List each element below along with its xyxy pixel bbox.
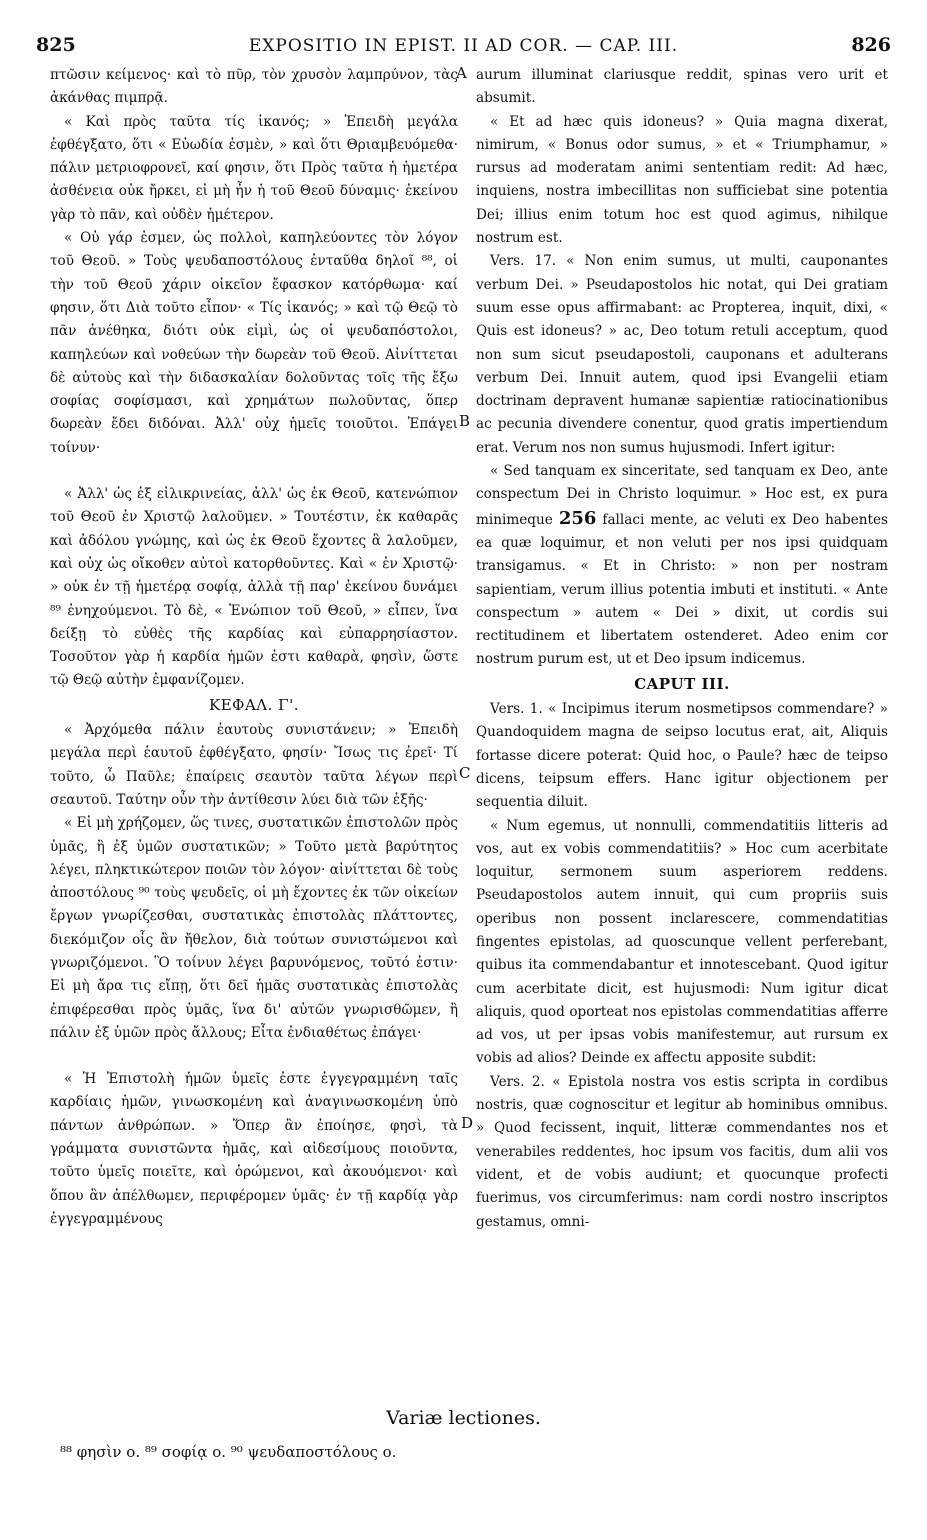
column-number: 256 [558, 507, 597, 529]
right-page-number: 826 [851, 34, 891, 56]
greek-column [50, 64, 458, 1231]
latin-paragraph: « Num egemus, ut nonnulli, commendatitiis litteris ad vos, aut ex vobis commendatitiis? » Hoc cum acerbitate loquitur, sermonem suum asperiorem reddens. Pseudapostolos autem innuit, qui cum propriis suis operibus non possent inclarescere, commendatitias fingentes epistolas, ad quoscunque vellent perferebant, quibus ita commendabantur et innotescebant. Quod igitur cum acerbitate dicit, est hujusmodi: Num igitur dicat aliquis, quod oporteat nos epistolas commendatitias afferre ad vos, ut per ipsas vobis manifestemur, aut rursum ex vobis ad alios? Deinde ex affectu apposite subdit: [476, 817, 888, 1067]
latin-paragraph: Vers. 17. « Non enim sumus, ut multi, cauponantes verbum Dei. » Pseudapostolos hic notat, qui Dei gratiam suum esse opus affirmabant: ac Propterea, inquit, dixi, « Quis est idoneus? » ac, Deo totum retuli acceptum, quod non sum sicut pseudapostoli, cauponans et adulterans verbum Dei. Innuit autem, quod ipsi Evangelii etiam doctrinam depravent humanæ sapientiæ ratiocinationibus ac pecunia divendere conentur, quod gratis impertiendum erat. Verum nos non sumus hujusmodi. Infert igitur: [476, 253, 888, 456]
latin-paragraph: Vers. 2. « Epistola nostra vos estis scripta in cordibus nostris, quæ cognoscitur et legitur ab hominibus omnibus. » Quod fecissent, inquit, litteræ commendantes nos et venerabiles reddentes, hoc ipsum vos facitis, dum alii vos vident, et de vobis audiunt; et quocunque profecti fuerimus, vos circumferimus: nam cordi nostro inscriptos gestamus, omni- [476, 1073, 888, 1230]
latin-paragraph: aurum illuminat clariusque reddit, spinas vero urit et absumit. [476, 67, 888, 107]
greek-paragraph: « Ἀρχόμεθα πάλιν ἑαυτοὺς συνιστάνειν; » Ἐπειδὴ μεγάλα περὶ ἑαυτοῦ ἐφθέγξατο, φησίν· Ἴσως τις ἐρεῖ· Τί τοῦτο, ὦ Παῦλε; ἐπαίρεις σεαυτὸν ταῦτα λέγων περὶ σεαυτοῦ. Ταύτην οὖν τὴν ἀντίθεσιν λύει διὰ τῶν ἑξῆς· [50, 722, 458, 808]
latin-paragraph: Vers. 1. « Incipimus iterum nosmetipsos commendare? » Quandoquidem magna de seipso locutus erat, ait, Aliquis fortasse dicere poterat: Quid hoc, o Paule? hæc de teipso dicens, teipsum effers. Hanc igitur objectionem per sequentia diluit. [476, 701, 888, 811]
footnotes: ⁸⁸ φησὶν ο. ⁸⁹ σοφίᾳ ο. ⁹⁰ ψευδαποστόλους ο. [60, 1443, 397, 1461]
greek-paragraph: « Οὐ γάρ ἐσμεν, ὡς πολλοὶ, καπηλεύοντες τὸν λόγον τοῦ Θεοῦ. » Τοὺς ψευδαποστόλους ἐνταῦθα δηλοῖ ⁸⁸, οἱ τὴν τοῦ Θεοῦ χάριν οἰκεῖον ἔφασκον κατόρθωμα· καί φησιν, ὅτι Διὰ τοῦτο εἶπον· « Τίς ἱκανός; » καὶ τῷ Θεῷ τὸ πᾶν ἀνέθηκα, διότι οὐκ εἰμὶ, ὡς οἱ ψευδαπόστολοι, καπηλεύων καὶ νοθεύων τὴν δωρεὰν τοῦ Θεοῦ. Αἰνίττεται δὲ αὐτοὺς καὶ τὴν διδασκαλίαν δολοῦντας τοῖς τῆς ἔξω σοφίας σοφίσμασι, καὶ χρημάτων πωλοῦντας, ὅπερ δωρεὰν ἔδει διδόναι. Ἀλλ' οὐχ ἡμεῖς τοιοῦτοι. Ἐπάγει τοίνυν· [50, 230, 458, 456]
greek-paragraph: πτῶσιν κείμενος· καὶ τὸ πῦρ, τὸν χρυσὸν λαμπρύνον, τὰς ἀκάνθας πιμπρᾷ. [50, 67, 458, 107]
running-title: EXPOSITIO IN EPIST. II AD COR. — CAP. III. [248, 36, 679, 56]
latin-paragraph: « Sed tanquam ex sinceritate, sed tanquam ex Deo, ante conspectum Dei in Christo loquimur. » Hoc est, ex pura minimeque 256 fallaci mente, ac veluti ex Deo habentes ea quæ loquimur, et non veluti per nos ipsi quidquam transigamus. « Et in Christo: » non per nostram sapientiam, verum illius potentia imbuti et instituti. « Ante conspectum » autem « Dei » dixit, ut cordis sui rectitudinem et libertatem ostenderet. Adeo enim cor nostrum purum est, ut et Deo ipsum indicemus. [476, 463, 888, 668]
margin-marker-b: B [459, 412, 471, 430]
variant-readings-heading: Variæ lectiones. [386, 1407, 541, 1429]
verse-label: Vers. 1. [490, 701, 543, 718]
margin-marker-d: D [461, 1114, 474, 1132]
latin-paragraph: « Et ad hæc quis idoneus? » Quia magna dixerat, nimirum, « Bonus odor sumus, » et « Triumphamur, » rursus ad moderatam animi sententiam redit: Ad hæc, inquiens, nostra imbecillitas non sufficiebat sine potentia Dei; illius enim totum hoc est quod agimus, nihilque nostrum est. [476, 113, 888, 247]
left-page-number: 825 [36, 34, 76, 56]
page-header [0, 34, 927, 60]
verse-label: Vers. 2. [490, 1073, 545, 1090]
greek-paragraph: « Καὶ πρὸς ταῦτα τίς ἱκανός; » Ἐπειδὴ μεγάλα ἐφθέγξατο, ὅτι « Εὐωδία ἐσμὲν, » καὶ ὅτι Θριαμβευόμεθα· πάλιν μετριοφρονεῖ, καί φησιν, ὅτι Πρὸς ταῦτα ἡ ἡμετέρα ἀσθένεια οὐκ ἤρκει, εἰ μὴ ἦν ἡ τοῦ Θεοῦ δύναμις· ἐκείνου γὰρ τὸ πᾶν, καὶ οὐδὲν ἡμέτερον. [50, 113, 458, 223]
greek-paragraph: « Ἀλλ' ὡς ἐξ εἰλικρινείας, ἀλλ' ὡς ἐκ Θεοῦ, κατενώπιον τοῦ Θεοῦ ἐν Χριστῷ λαλοῦμεν. » Τουτέστιν, ἐκ καθαρᾶς καὶ ἀδόλου γνώμης, καὶ ὡς ἐκ Θεοῦ ἔχοντες ἃ λαλοῦμεν, καὶ οὐχ ὡς οἴκοθεν αὐτοὶ κατορθοῦντες. Καὶ « ἐν Χριστῷ· » οὐκ ἐν τῇ ἡμετέρᾳ σοφίᾳ, ἀλλὰ τῇ παρ' ἐκείνου δυνάμει ⁸⁹ ἐνηχούμενοι. Τὸ δὲ, « Ἐνώπιον τοῦ Θεοῦ, » εἶπεν, ἵνα δείξῃ τὸ εὐθὲς τῆς καρδίας καὶ εὐπαρρησίαστον. Τοσοῦτον γὰρ ἡ καρδία ἡμῶν ἐστι καθαρὰ, φησὶν, ὥστε τῷ Θεῷ αὐτὴν ἐμφανίζομεν. [50, 486, 458, 689]
latin-chapter-heading: CAPUT III. [634, 674, 730, 693]
greek-chapter-heading: ΚΕΦΑΛ. Γ'. [209, 695, 299, 714]
margin-marker-a: A [456, 64, 467, 82]
greek-paragraph: « Ἡ Ἐπιστολὴ ἡμῶν ὑμεῖς ἐστε ἐγγεγραμμένη ταῖς καρδίαις ἡμῶν, γινωσκομένη καὶ ἀναγινωσκομένη ὑπὸ πάντων ἀνθρώπων. » Ὅπερ ἂν ἐποίησε, φησὶ, τὰ γράμματα συνιστῶντα ἡμᾶς, καὶ αἰδεσίμους ποιοῦντα, τοῦτο ὑμεῖς ποιεῖτε, καὶ ὁρώμενοι, καὶ ἀκουόμενοι· καὶ ὅπου ἂν ἀπέλθωμεν, περιφέρομεν ὑμᾶς· ἐν τῇ καρδίᾳ γὰρ ἐγγεγραμμένους [50, 1071, 458, 1227]
verse-label: Vers. 17. [490, 253, 557, 270]
greek-paragraph: « Εἰ μὴ χρήζομεν, ὥς τινες, συστατικῶν ἐπιστολῶν πρὸς ὑμᾶς, ἢ ἐξ ὑμῶν συστατικῶν; » Τοῦτο μετὰ βαρύτητος λέγει, πληκτικώτερον ποιῶν τὸν λόγον· αἰνίττεται δὲ τοὺς ἀποστόλους ⁹⁰ τοὺς ψευδεῖς, οἱ μὴ ἔχοντες ἐκ τῶν οἰκείων ἔργων γνωρίζεσθαι, συστατικὰς ἐπιστολὰς πλάττοντες, διεκόμιζον οἷς ἂν ἤθελον, διὰ τούτων συνιστώμενοι καὶ γνωριζόμενοι. Ὃ τοίνυν λέγει βαρυνόμενος, τοῦτό ἐστιν· Εἰ μὴ ἄρα τις εἴπῃ, ὅτι δεῖ ἡμᾶς συστατικὰς ἐπιστολὰς ἐπιφέρεσθαι πρὸς ὑμᾶς, ἵνα δι' αὐτῶν γνωρισθῶμεν, ἢ πάλιν ἐξ ὑμῶν πρὸς ἄλλους; Εἶτα ἐνδιαθέτως ἐπάγει· [50, 815, 458, 1041]
margin-marker-c: C [459, 764, 471, 782]
latin-column [476, 64, 888, 1234]
